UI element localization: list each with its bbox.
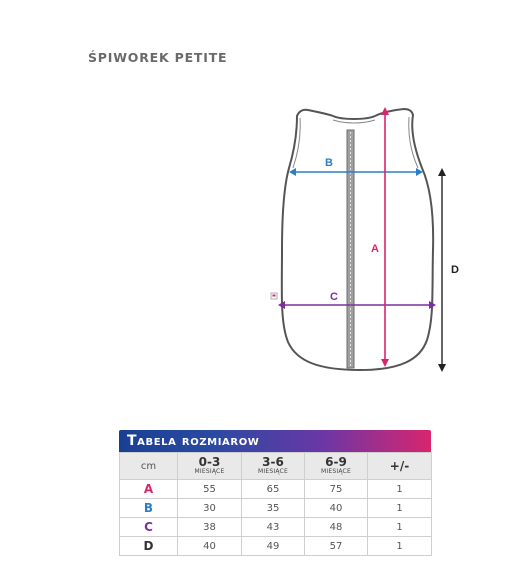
measure-b-arrow-left <box>289 168 296 176</box>
column-header-tolerance <box>368 453 432 480</box>
table-cell: 35 <box>242 499 305 518</box>
brand-tag-mark <box>273 295 276 297</box>
row-label-c: C <box>120 518 178 537</box>
row-label-d: D <box>120 537 178 556</box>
size-table-title: Tabela rozmiarow <box>119 430 431 452</box>
column-header-3-6 <box>242 453 305 480</box>
column-header-6-9 <box>305 453 368 480</box>
column-range: 0-3 <box>198 455 221 469</box>
table-cell: 40 <box>305 499 368 518</box>
table-cell: 1 <box>368 480 432 499</box>
table-cell: 55 <box>178 480 242 499</box>
column-unit: MIESIĄCE <box>258 468 288 475</box>
table-cell: 65 <box>242 480 305 499</box>
measure-a-label: A <box>371 243 379 255</box>
tolerance-label: +/- <box>389 459 410 473</box>
measure-d-arrow-top <box>438 168 446 176</box>
table-cell: 48 <box>305 518 368 537</box>
table-row <box>120 518 432 537</box>
bag-piping <box>293 117 418 168</box>
size-table <box>119 430 431 556</box>
column-range: 3-6 <box>262 455 284 469</box>
table-cell: 40 <box>178 537 242 556</box>
column-unit: MIESIĄCE <box>194 468 225 475</box>
table-cell: 1 <box>368 537 432 556</box>
measure-b-label: B <box>325 157 333 169</box>
measure-d-arrow-bottom <box>438 364 446 372</box>
table-row <box>120 480 432 499</box>
table-cell: 75 <box>305 480 368 499</box>
table-cell: 1 <box>368 518 432 537</box>
table-cell: 49 <box>242 537 305 556</box>
column-header-0-3 <box>178 453 242 480</box>
measure-a-arrow-bottom <box>381 359 389 367</box>
table-row <box>120 499 432 518</box>
column-unit: MIESIĄCE <box>321 468 351 475</box>
size-table-header-row <box>120 453 432 480</box>
table-cell: 30 <box>178 499 242 518</box>
row-label-b: B <box>120 499 178 518</box>
column-range: 6-9 <box>325 455 347 469</box>
table-cell: 1 <box>368 499 432 518</box>
size-table-grid <box>119 452 432 556</box>
row-label-a: A <box>120 480 178 499</box>
table-row <box>120 537 432 556</box>
bag-outline <box>282 109 433 370</box>
table-cell: 43 <box>242 518 305 537</box>
table-cell: 38 <box>178 518 242 537</box>
page-title: ŚPIWOREK PETITE <box>88 50 228 65</box>
measure-d-label: D <box>451 264 459 276</box>
measure-c-label: C <box>330 291 338 303</box>
corner-cell: cm <box>120 453 178 480</box>
table-cell: 57 <box>305 537 368 556</box>
